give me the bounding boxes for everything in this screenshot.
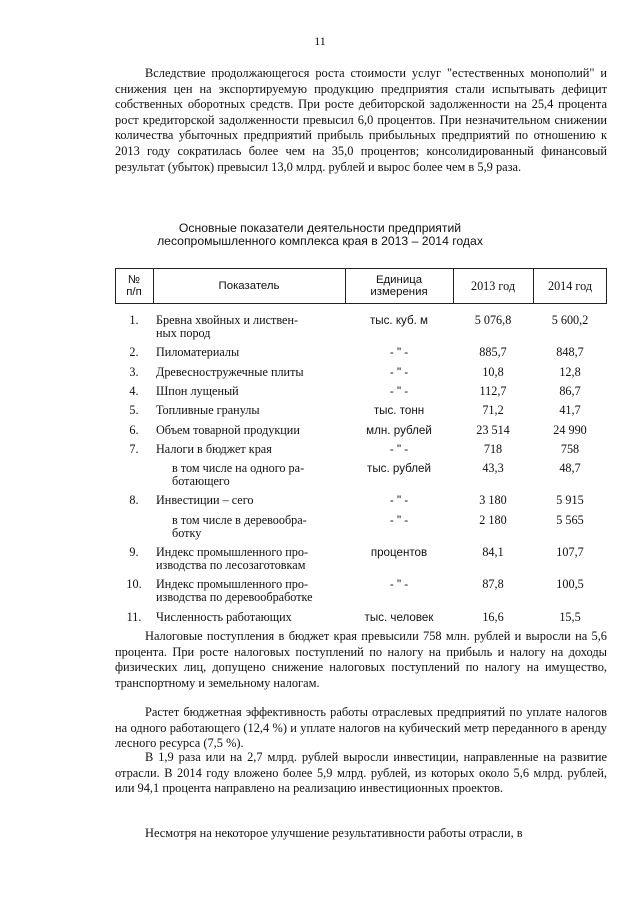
row-indicator-line: Пиломатериалы	[156, 345, 240, 359]
row-number: 3.	[129, 365, 139, 379]
row-value-2014: 100,5	[556, 577, 584, 591]
row-indicator	[156, 494, 354, 507]
row-indicator-line: Численность работающих	[156, 610, 292, 624]
row-value-2013: 5 076,8	[474, 313, 512, 327]
row-unit: - " -	[389, 494, 409, 507]
intro-paragraph: Вследствие продолжающегося роста стоимости услуг "естественных монополий" и снижения цен на экспортируемую продукцию предприятия стали испытывать дефицит собственных оборотных средств. При росте дебиторской задолженности на 25,4 процента рост кредиторской задолженности превысил 6,0 процентов. При незначительном снижении количества убыточных предприятий прибыль прибыльных предприятий по отношению к 2013 году сократилась более чем на 35,0 процентов; консолидированный финансовый результат (убыток) превысил 13,0 млрд. рублей и вырос более чем в 5,9 раза.	[115, 66, 607, 174]
row-value-2014: 107,7	[556, 545, 584, 559]
row-value-2013: 71,2	[482, 403, 504, 417]
row-value-2014: 86,7	[559, 384, 581, 398]
row-value-2013: 112,7	[479, 384, 507, 398]
row-unit: - " -	[389, 366, 409, 379]
row-number: 5.	[129, 403, 139, 417]
row-indicator-line: Индекс промышленного про-	[156, 545, 309, 559]
row-indicator	[156, 385, 354, 398]
row-indicator-line: ботку	[172, 526, 202, 540]
row-number: 7.	[129, 442, 139, 456]
row-indicator-line: Бревна хвойных и листвен-	[156, 313, 299, 327]
table-title-line-1: Основные показатели деятельности предприятий	[178, 221, 462, 235]
row-indicator-line: в том числе в деревообра-	[172, 513, 307, 527]
row-indicator-line: Инвестиции – сего	[156, 493, 254, 507]
row-indicator-line: изводства по деревообработке	[156, 590, 313, 604]
row-value-2014: 758	[560, 442, 580, 456]
row-unit: тыс. рублей	[367, 462, 431, 475]
row-number: 1.	[129, 313, 139, 327]
page-number: 11	[314, 34, 326, 48]
paragraph: Несмотря на некоторое улучшение результативности работы отрасли, в	[145, 826, 523, 840]
row-indicator	[172, 514, 352, 540]
row-number: 4.	[129, 384, 139, 398]
header-indicator: Показатель	[218, 280, 280, 292]
paragraph: Растет бюджетная эффективность работы отраслевых предприятий по уплате налогов на одного работающего (12,4 %) и уплате налогов на кубический метр переданного в аренду лесного ресурса (7,5 %).	[115, 705, 607, 751]
row-value-2013: 43,3	[482, 461, 504, 475]
row-indicator-line: изводства по лесозаготовкам	[156, 558, 306, 572]
row-unit: - " -	[389, 443, 409, 456]
header-number: № п/п	[126, 274, 142, 298]
row-value-2014: 5 915	[556, 493, 584, 507]
row-unit: тыс. человек	[364, 611, 434, 624]
row-value-2014: 48,7	[559, 461, 581, 475]
row-value-2014: 5 565	[556, 513, 584, 527]
header-year-2014: 2014 год	[547, 279, 593, 293]
paragraph: В 1,9 раза или на 2,7 млрд. рублей выросли инвестиции, направленные на развитие отрасли. В 2014 году вложено более 5,9 млрд. рублей, из которых около 5,6 млрд. рублей, или 94,1 процента направлено на реализацию инвестиционных проектов.	[115, 750, 607, 796]
row-value-2014: 15,5	[559, 610, 581, 624]
row-indicator-line: Древесностружечные плиты	[156, 365, 304, 379]
row-indicator-line: Индекс промышленного про-	[156, 577, 309, 591]
row-unit: млн. рублей	[366, 424, 432, 437]
row-value-2014: 41,7	[559, 403, 581, 417]
row-number: 10.	[126, 577, 142, 591]
row-unit: процентов	[370, 546, 428, 559]
row-value-2014: 5 600,2	[551, 313, 589, 327]
row-unit: - " -	[389, 514, 409, 527]
table-title	[0, 222, 640, 248]
row-unit: тыс. тонн	[373, 404, 425, 417]
row-indicator-line: Налоги в бюджет края	[156, 442, 272, 456]
row-unit: - " -	[389, 346, 409, 359]
row-number: 8.	[129, 493, 139, 507]
row-number: 11.	[126, 610, 142, 624]
header-unit: Единица измерения	[370, 274, 428, 298]
table-title-line-2: лесопромышленного комплекса края в 2013 – 2014 годах	[157, 234, 483, 248]
row-indicator	[156, 404, 354, 417]
row-indicator	[156, 424, 354, 437]
row-indicator-line: ботающего	[172, 474, 230, 488]
row-indicator-line: ных пород	[156, 326, 211, 340]
row-value-2014: 12,8	[559, 365, 581, 379]
row-value-2013: 718	[483, 442, 503, 456]
row-value-2013: 885,7	[479, 345, 507, 359]
row-indicator	[172, 462, 352, 488]
row-indicator	[156, 346, 354, 359]
row-indicator-line: Объем товарной продукции	[156, 423, 300, 437]
row-indicator	[156, 578, 354, 604]
row-number: 6.	[129, 423, 139, 437]
paragraph: Налоговые поступления в бюджет края превысили 758 млн. рублей и выросли на 5,6 процента. При росте налоговых поступлений по налогу на прибыль и налогу на доходы физических лиц, допущено снижение налоговых поступлений по налогу на имущество, транспортному и земельному налогам.	[115, 629, 607, 690]
row-value-2013: 16,6	[482, 610, 504, 624]
row-unit: - " -	[389, 385, 409, 398]
row-number: 9.	[129, 545, 139, 559]
row-indicator-line: Топливные гранулы	[156, 403, 260, 417]
row-indicator	[156, 611, 354, 624]
row-value-2013: 87,8	[482, 577, 504, 591]
row-indicator	[156, 443, 354, 456]
row-value-2013: 3 180	[479, 493, 507, 507]
row-indicator-line: в том числе на одного ра-	[172, 461, 305, 475]
row-indicator-line: Шпон лущеный	[156, 384, 239, 398]
row-indicator	[156, 366, 354, 379]
row-unit: - " -	[389, 578, 409, 591]
row-value-2013: 2 180	[479, 513, 507, 527]
row-value-2013: 23 514	[476, 423, 510, 437]
row-value-2013: 84,1	[482, 545, 504, 559]
row-unit: тыс. куб. м	[369, 314, 429, 327]
row-indicator	[156, 546, 354, 572]
row-number: 2.	[129, 345, 139, 359]
header-year-2013: 2013 год	[470, 279, 516, 293]
row-value-2014: 848,7	[556, 345, 584, 359]
row-value-2013: 10,8	[482, 365, 504, 379]
row-value-2014: 24 990	[553, 423, 587, 437]
row-indicator	[156, 314, 354, 340]
